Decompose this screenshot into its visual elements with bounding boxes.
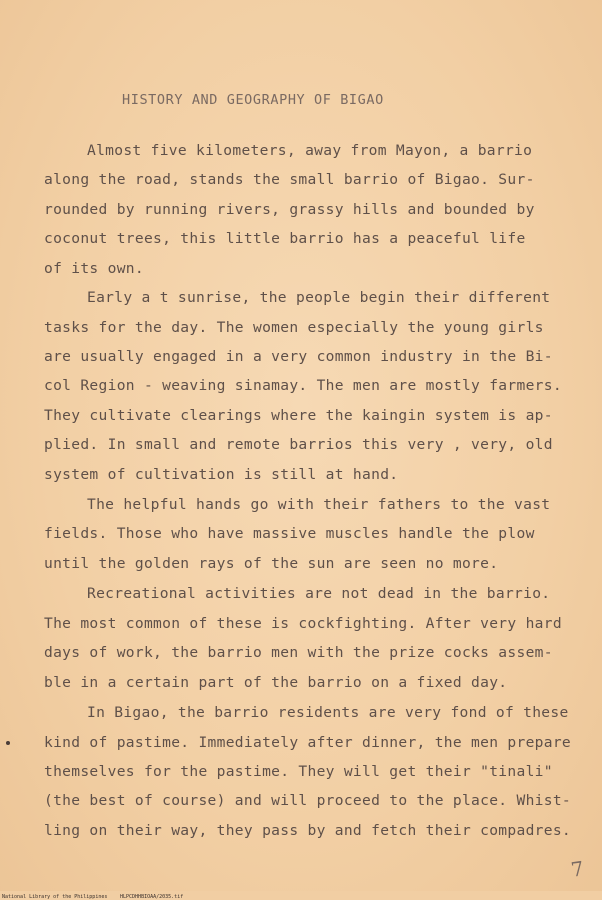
text-line: are usually engaged in a very common industry in the Bi- <box>44 348 553 365</box>
text-line: ling on their way, they pass by and fetch their compadres. <box>44 822 571 839</box>
text-line: coconut trees, this little barrio has a peaceful life <box>44 230 526 247</box>
text-line: days of work, the barrio men with the prize cocks assem- <box>44 644 553 661</box>
margin-mark <box>6 741 10 745</box>
text-line: themselves for the pastime. They will get their "tinali" <box>44 763 553 780</box>
text-line: of its own. <box>44 260 144 277</box>
text-line: fields. Those who have massive muscles handle the plow <box>44 525 535 542</box>
text-line: col Region - weaving sinamay. The men are mostly farmers. <box>44 377 562 394</box>
text-line: Recreational activities are not dead in the barrio. <box>87 585 551 602</box>
document-title: HISTORY AND GEOGRAPHY OF BIGAO <box>122 92 384 108</box>
text-line: tasks for the day. The women especially the young girls <box>44 319 544 336</box>
text-line: The helpful hands go with their fathers to the vast <box>87 496 551 513</box>
text-line: kind of pastime. Immediately after dinner, the men prepare <box>44 734 571 751</box>
text-line: ble in a certain part of the barrio on a fixed day. <box>44 674 508 691</box>
text-line: The most common of these is cockfighting. After very hard <box>44 615 562 632</box>
text-line: (the best of course) and will proceed to the place. Whist- <box>44 792 571 809</box>
text-line: until the golden rays of the sun are seen no more. <box>44 555 499 572</box>
text-line: plied. In small and remote barrios this very , very, old <box>44 436 553 453</box>
text-line: along the road, stands the small barrio of Bigao. Sur- <box>44 171 535 188</box>
text-line: They cultivate clearings where the kaingin system is ap- <box>44 407 553 424</box>
text-line: system of cultivation is still at hand. <box>44 466 399 483</box>
text-line: Early a t sunrise, the people begin their different <box>87 289 551 306</box>
text-line: rounded by running rivers, grassy hills and bounded by <box>44 201 535 218</box>
page-number: 7 <box>569 856 586 882</box>
text-line: Almost five kilometers, away from Mayon, a barrio <box>87 142 533 159</box>
footer-file-ref: HLPCDHHBIOAA/2035.tif <box>120 894 184 900</box>
footer-library: National Library of the Philippines <box>2 894 108 900</box>
text-line: In Bigao, the barrio residents are very fond of these <box>87 704 569 721</box>
